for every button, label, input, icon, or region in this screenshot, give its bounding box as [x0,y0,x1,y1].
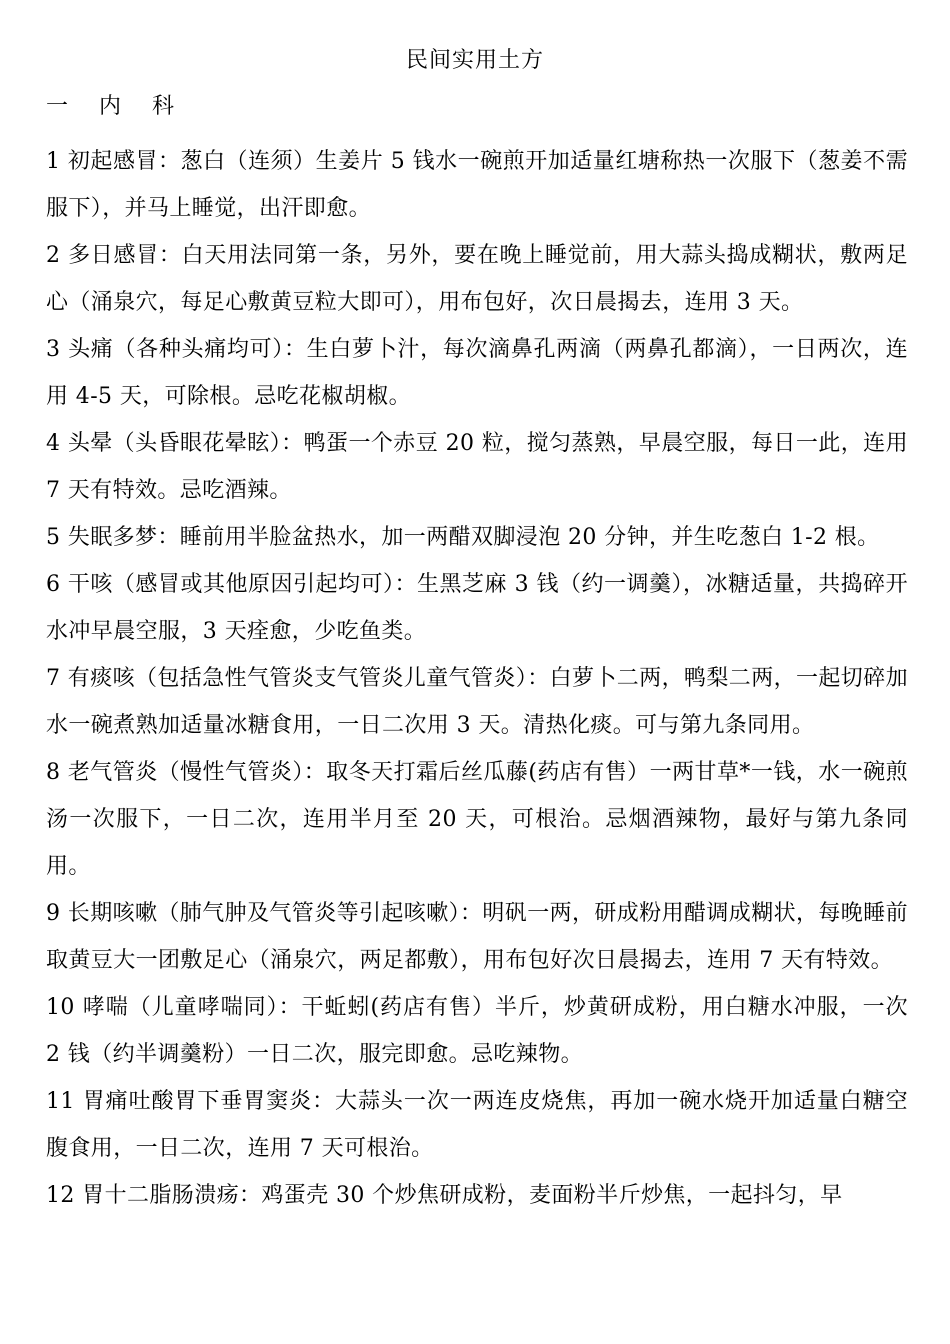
document-title: 民间实用土方 [405,48,544,73]
remedy-entry: 12 胃十二脂肠溃疡：鸡蛋壳 30 个炒焦研成粉，麦面粉半斤炒焦，一起抖匀，早 [46,1183,843,1208]
remedy-entry: 4 头晕（头昏眼花晕眩）：鸭蛋一个赤豆 20 粒，搅匀蒸熟，早晨空服，每日一此，连用 7 天有特效。忌吃酒辣。 [46,431,908,503]
remedy-entry: 3 头痛（各种头痛均可）：生白萝卜汁，每次滴鼻孔两滴（两鼻孔都滴），一日两次，连用 4-5 天，可除根。忌吃花椒胡椒。 [46,337,908,409]
section-heading: 一 内 科 [46,94,186,119]
remedy-list [46,138,908,1219]
remedy-entry: 2 多日感冒：白天用法同第一条，另外，要在晚上睡觉前，用大蒜头捣成糊状，敷两足心（涌泉穴，每足心敷黄豆粒大即可），用布包好，次日晨揭去，连用 3 天。 [46,243,908,315]
remedy-entry: 11 胃痛吐酸胃下垂胃窦炎：大蒜头一次一两连皮烧焦，再加一碗水烧开加适量白糖空腹食用，一日二次，连用 7 天可根治。 [46,1089,908,1161]
remedy-entry: 10 哮喘（儿童哮喘同）：干蚯蚓(药店有售）半斤，炒黄研成粉，用白糖水冲服，一次 2 钱（约半调羹粉）一日二次，服完即愈。忌吃辣物。 [46,995,908,1067]
remedy-entry: 5 失眠多梦：睡前用半脸盆热水，加一两醋双脚浸泡 20 分钟，并生吃葱白 1-2 根。 [46,525,880,550]
remedy-entry: 7 有痰咳（包括急性气管炎支气管炎儿童气管炎）：白萝卜二两，鸭梨二两，一起切碎加水一碗煮熟加适量冰糖食用，一日二次用 3 天。清热化痰。可与第九条同用。 [46,666,908,738]
remedy-entry: 1 初起感冒：葱白（连须）生姜片 5 钱水一碗煎开加适量红塘称热一次服下（葱姜不需服下），并马上睡觉，出汗即愈。 [46,149,908,221]
remedy-entry: 6 干咳（感冒或其他原因引起均可）：生黑芝麻 3 钱（约一调羹），冰糖适量，共捣碎开水冲早晨空服，3 天痊愈，少吃鱼类。 [46,572,908,644]
remedy-entry: 9 长期咳嗽（肺气肿及气管炎等引起咳嗽）：明矾一两，研成粉用醋调成糊状，每晚睡前取黄豆大一团敷足心（涌泉穴，两足都敷），用布包好次日晨揭去，连用 7 天有特效。 [46,901,908,973]
remedy-entry: 8 老气管炎（慢性气管炎）：取冬天打霜后丝瓜藤(药店有售）一两甘草*一钱，水一碗煎汤一次服下，一日二次，连用半月至 20 天，可根治。忌烟酒辣物，最好与第九条同用。 [46,760,908,879]
